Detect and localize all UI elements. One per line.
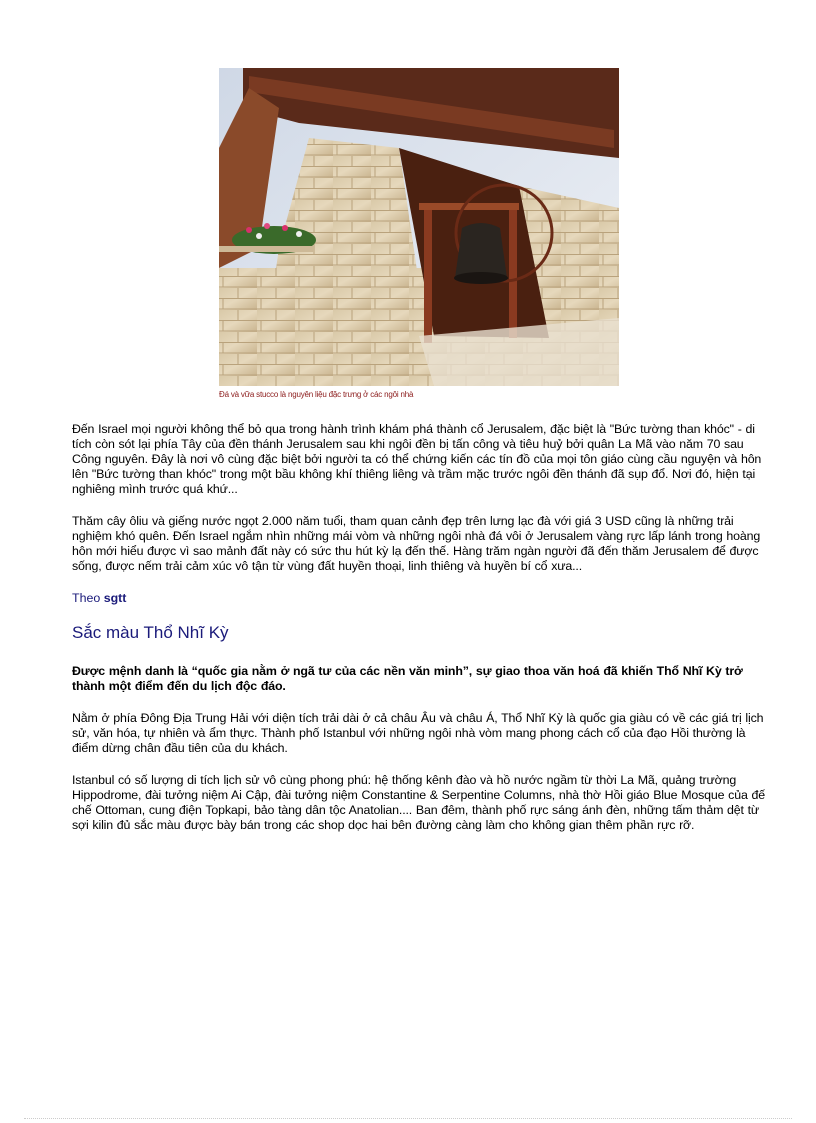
source-prefix: Theo	[72, 591, 101, 605]
bell-tower-photo	[219, 68, 619, 386]
page-bottom-divider	[24, 1118, 792, 1119]
article1-paragraph-2: Thăm cây ôliu và giếng nước ngọt 2.000 năm tuổi, tham quan cảnh đẹp trên lưng lạc đà với giá 3 USD cũng là những trải nghiệm khó quên. Đến Israel ngắm nhìn những mái vòm và những ngôi nhà đá vôi ở Jerusalem vàng rực lấp lánh trong hoàng hôn mới hiểu được vì sao mảnh đất này có sức thu hút kỳ lạ đến thế. Hàng trăm ngàn người đã đến thăm Jerusalem để được sống, được nếm trải cảm xúc vô tận từ vùng đất huyền thoại, linh thiêng và huyền bí cổ xưa...	[72, 514, 761, 573]
article1-paragraph-1: Đến Israel mọi người không thể bỏ qua trong hành trình khám phá thành cổ Jerusalem, đặc biệt là "Bức tường than khóc" - di tích còn sót lại phía Tây của đền thánh Jerusalem sau khi ngôi đền bị tấn công và tiêu huỷ bởi quân La Mã vào năm 70 sau Công nguyên. Đây là nơi vô cùng đặc biệt bởi người ta có thể chứng kiến các tín đồ của mọi tôn giáo cùng cầu nguyện và hôn lên "Bức tường than khóc" trong một bầu không khí thiêng liêng và trầm mặc trước ngôi đền thánh đã sụp đổ. Nơi đó, hiện tại nghiêng mình trước quá khứ...	[72, 422, 762, 496]
article2-paragraph-2: Istanbul có số lượng di tích lịch sử vô cùng phong phú: hệ thống kênh đào và hồ nước ngầm từ thời La Mã, quảng trường Hippodrome, đài tưởng niệm Ai Cập, đài tưởng niệm Constantine & Serpentine Columns, nhà thờ Hồi giáo Blue Mosque của đế chế Ottoman, cung điện Topkapi, bảo tàng dân tộc Anatolian.... Ban đêm, thành phố rực sáng ánh đèn, những tấm thảm dệt từ sợi kilin đủ sắc màu được bày bán trong các shop dọc hai bên đường càng làm cho không gian thêm phần rực rỡ.	[72, 773, 765, 832]
article-content	[72, 422, 768, 850]
article2-lead: Được mệnh danh là “quốc gia nằm ở ngã tư của các nền văn minh”, sự giao thoa văn hoá đã khiến Thổ Nhĩ Kỳ trở thành một điểm đến du lịch độc đáo.	[72, 664, 743, 693]
photo-caption: Đá và vữa stucco là nguyên liệu đặc trưng ở các ngôi nhà	[219, 390, 414, 399]
source-name: sgtt	[103, 591, 127, 605]
article2-paragraph-1: Nằm ở phía Đông Địa Trung Hải với diện tích trải dài ở cả châu Âu và châu Á, Thổ Nhĩ Kỳ là quốc gia giàu có về các giá trị lịch sử, văn hóa, tự nhiên và ẩm thực. Thành phố Istanbul với những ngôi nhà vòm mang phong cách cổ của đạo Hồi thường là điểm dừng chân đầu tiên của du khách.	[72, 711, 764, 755]
article2-title: Sắc màu Thổ Nhĩ Kỳ	[72, 623, 229, 642]
article1-source	[72, 591, 768, 605]
